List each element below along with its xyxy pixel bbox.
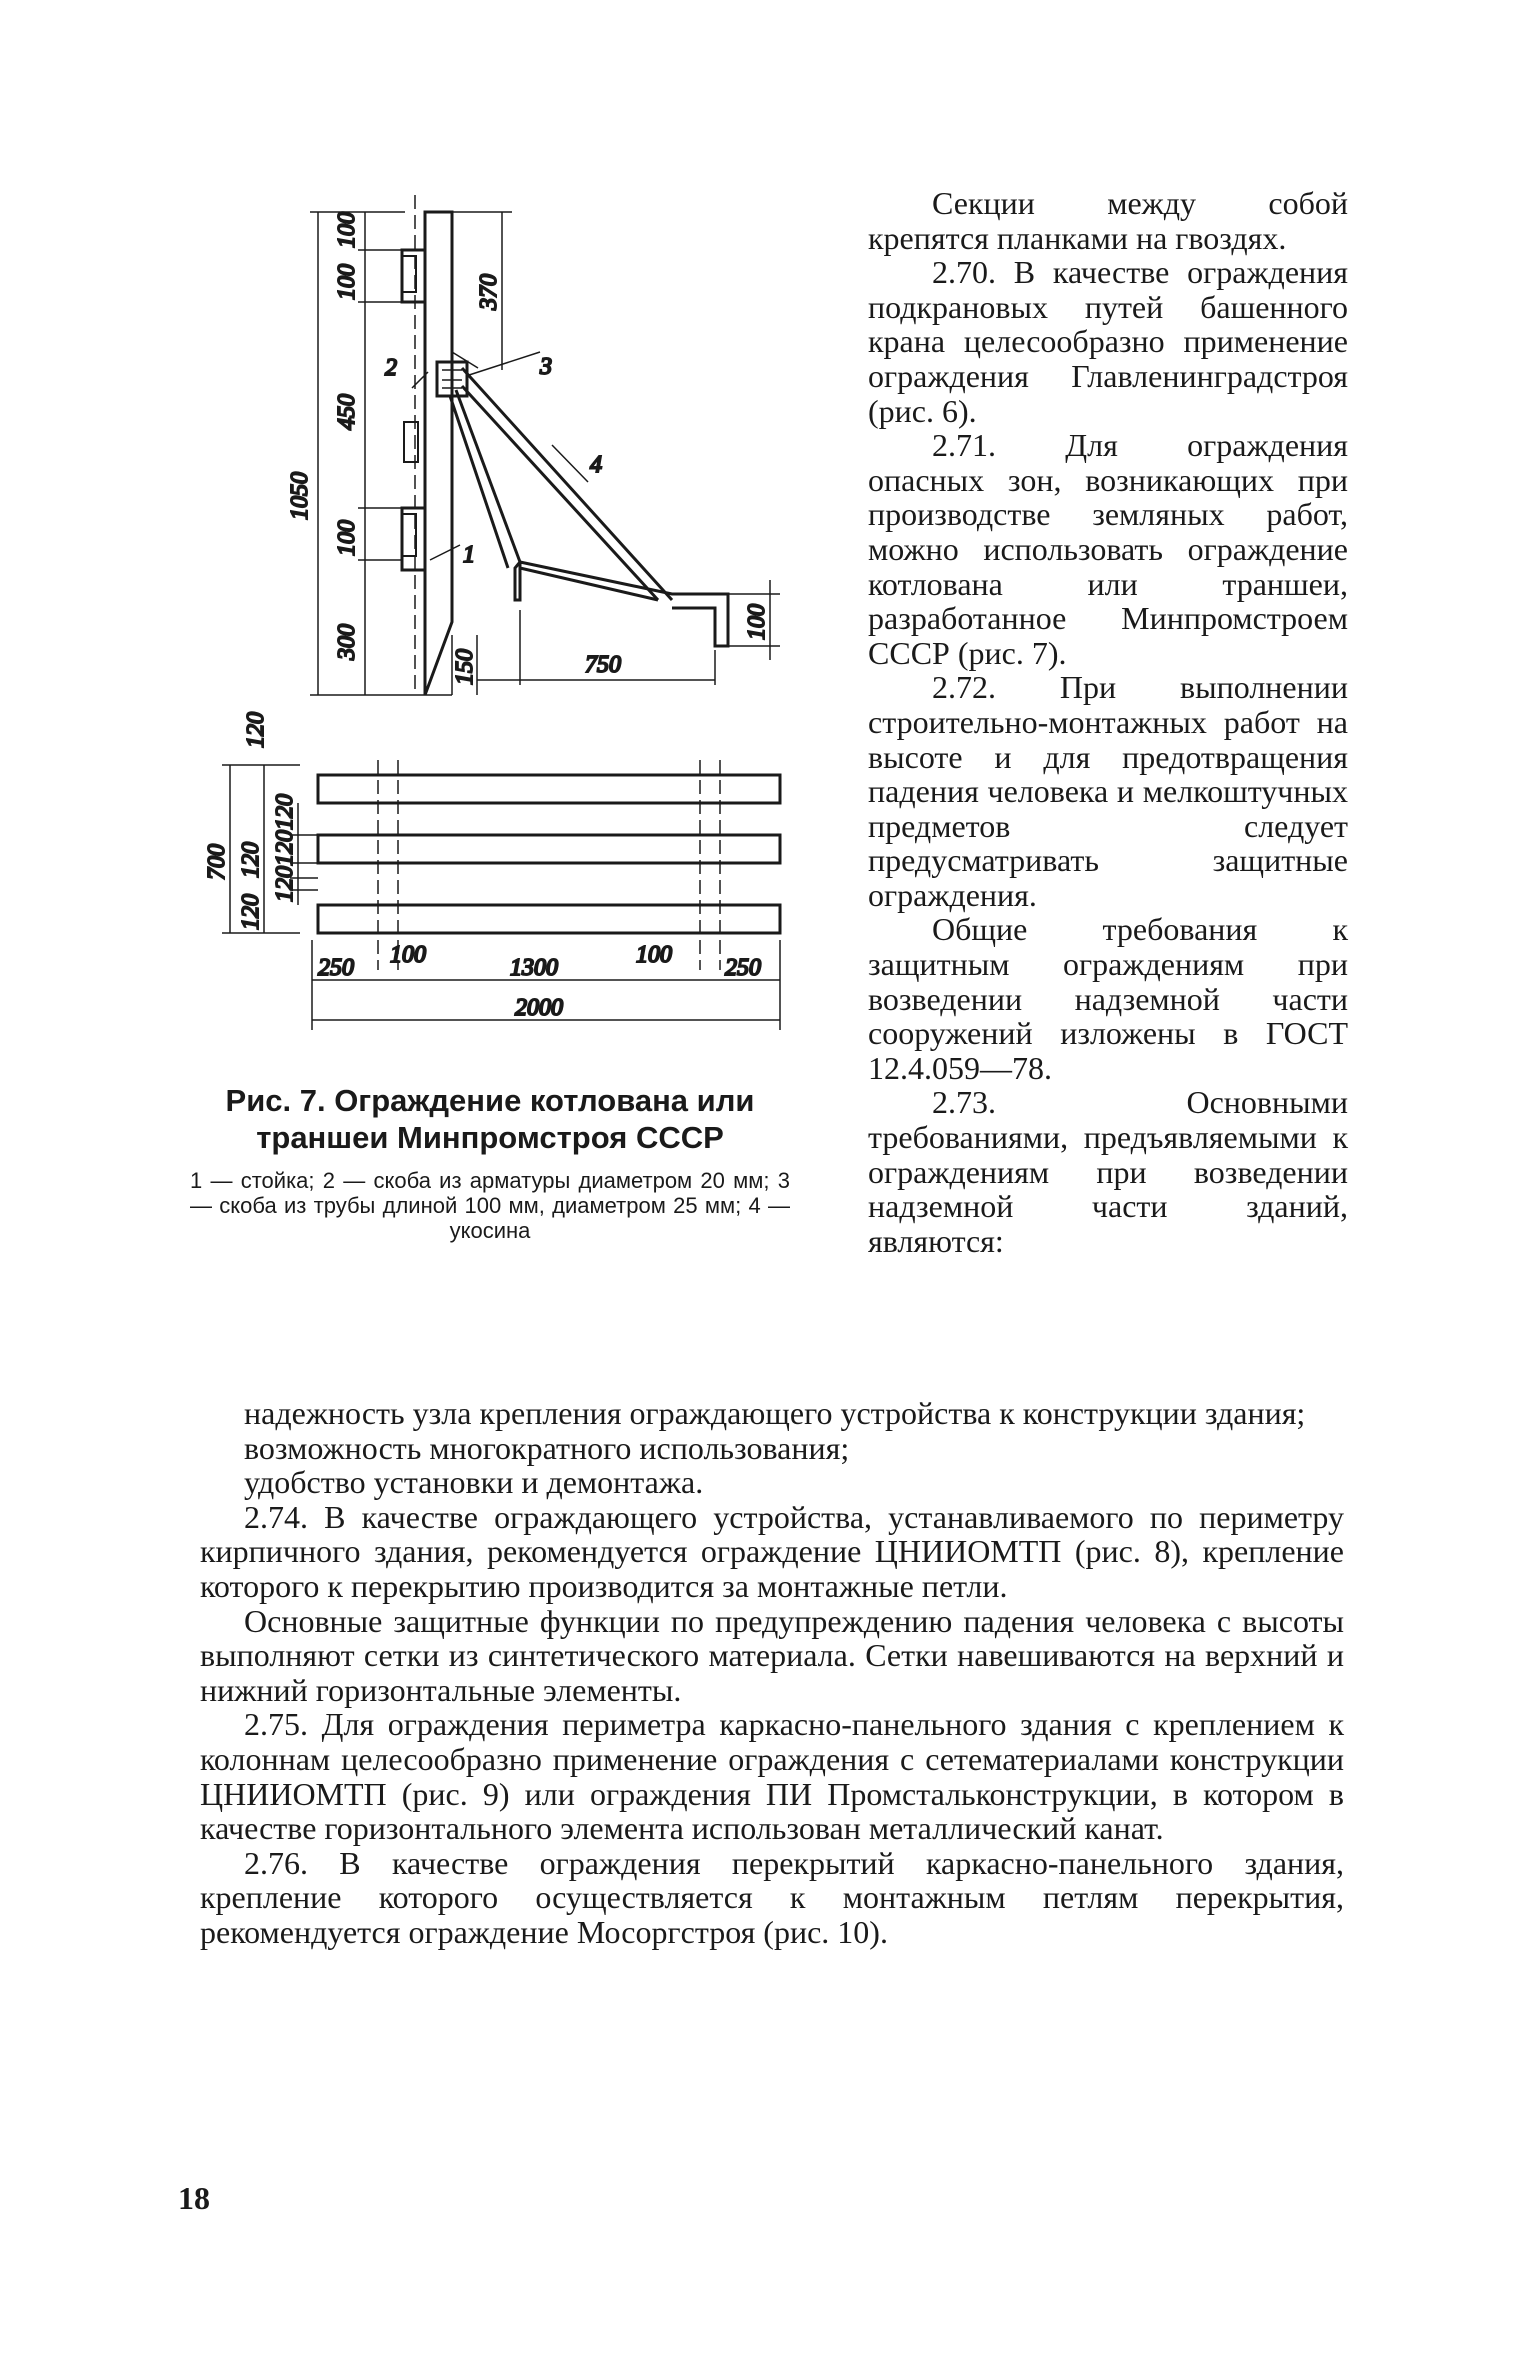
part-label-1: 1: [463, 542, 475, 568]
figure-7-drawing: [180, 190, 820, 1070]
dim-120e: 120: [272, 830, 298, 866]
paragraph: 2.76. В качестве ограждения перекрытий каркасно-панельного здания, крепление которого осуществляется к монтажным петлям перекрытия, рекомендуется ограждение Мосоргстроя (рис. 10).: [200, 1844, 1344, 1950]
dim-750: 750: [585, 652, 621, 678]
dim-250b: 250: [725, 955, 761, 981]
clamp-lower-rebar: [402, 514, 416, 556]
dim-370: 370: [476, 274, 502, 310]
paragraph: удобство установки и демонтажа.: [244, 1464, 704, 1501]
part-label-3: 3: [540, 354, 552, 380]
paragraph: 2.72. При выполнении строительно-монтажных работ на высоте и для предотвращения падения человека и мелкоштучных предметов следует предусматривать защитные ограждения.: [868, 669, 1348, 913]
strut-lower: [462, 386, 658, 600]
dim-1050: 1050: [287, 472, 313, 520]
dim-100f: 100: [636, 942, 672, 968]
paragraph: возможность многократного использования;: [244, 1429, 850, 1466]
rail-top: [318, 775, 780, 803]
part-label-4: 4: [590, 452, 602, 478]
paragraph: 2.74. В качестве ограждающего устройства, устанавливаемого по периметру кирпичного здания, рекомендуется ограждение ЦНИИОМТП (рис. 8), крепление которого к перекрытию производится за монтажные петли.: [200, 1498, 1344, 1604]
dim-120f: 120: [272, 866, 298, 902]
clamp-upper-rebar: [402, 256, 416, 292]
dim-100a: 100: [334, 264, 360, 300]
dim-1300: 1300: [510, 955, 558, 981]
paragraph: 2.70. В качестве ограждения подкрановых путей башенного крана целесообразно применение ограждения Главленинградстроя (рис. 6).: [868, 254, 1348, 429]
part-label-2: 2: [385, 355, 397, 381]
paragraph: 2.75. Для ограждения периметра каркасно-панельного здания с креплением к колоннам целесообразно применение ограждения с сетематериалами конструкции ЦНИИОМТП (рис. 9) или ограждения ПИ Промстальконструкции, в котором в качестве горизонтального элемента использован металлический канат.: [200, 1706, 1344, 1847]
dim-250a: 250: [318, 955, 354, 981]
dim-120c: 120: [238, 894, 264, 930]
paragraph: Секции между собой крепятся планками на гвоздях.: [868, 185, 1348, 256]
paragraph: Основные защитные функции по предупреждению падения человека с высоты выполняют сетки из синтетического материала. Сетки навешиваются на верхний и нижний горизонтальные элементы.: [200, 1602, 1344, 1708]
paragraph: надежность узла крепления ограждающего устройства к конструкции здания;: [244, 1395, 1306, 1431]
dim-100e: 100: [390, 942, 426, 968]
dim-100d: 100: [744, 604, 770, 640]
clamp-upper: [402, 250, 425, 302]
figure-svg: [180, 190, 820, 1070]
strut-brace-lower: [450, 396, 508, 568]
dim-300: 300: [334, 624, 360, 660]
dim-120d: 120: [272, 794, 298, 830]
paragraph: Общие требования к защитным ограждениям при возведении надземной части сооружений изложены в ГОСТ 12.4.059—78.: [868, 911, 1348, 1086]
post: [425, 212, 452, 695]
dim-120a: 120: [243, 712, 269, 748]
strut-upper: [462, 368, 672, 600]
dim-120b: 120: [238, 842, 264, 878]
dim-450: 450: [334, 394, 360, 430]
dim-700: 700: [204, 844, 230, 880]
figure-caption: [190, 1082, 790, 1243]
full-width-text: [200, 1396, 1344, 1950]
base-shoe: [515, 562, 728, 646]
paragraph: 2.73. Основными требованиями, предъявляемыми к ограждениям при возведении надземной части зданий, являются:: [868, 1084, 1348, 1259]
caption-title: Рис. 7. Ограждение котлована или траншеи Минпромстроя СССР: [225, 1083, 755, 1155]
clamp-middle: [404, 422, 418, 462]
page-number: 18: [178, 2180, 210, 2216]
dim-100b: 100: [334, 212, 360, 248]
dim-150: 150: [452, 649, 478, 685]
clamp-lower: [402, 508, 425, 570]
right-column-text: [868, 186, 1348, 1258]
dim-100c: 100: [334, 520, 360, 556]
paragraph: 2.71. Для ограждения опасных зон, возникающих при производстве земляных работ, можно использовать ограждение котлована или траншеи, разработанное Минпромстроем СССР (рис. 7).: [868, 427, 1348, 671]
rail-middle: [318, 835, 780, 863]
caption-legend: 1 — стойка; 2 — скоба из арматуры диаметром 20 мм; 3 — скоба из трубы длиной 100 мм, диаметром 25 мм; 4 — укосина: [190, 1168, 790, 1243]
rail-bottom: [318, 905, 780, 933]
dim-2000: 2000: [515, 995, 563, 1021]
